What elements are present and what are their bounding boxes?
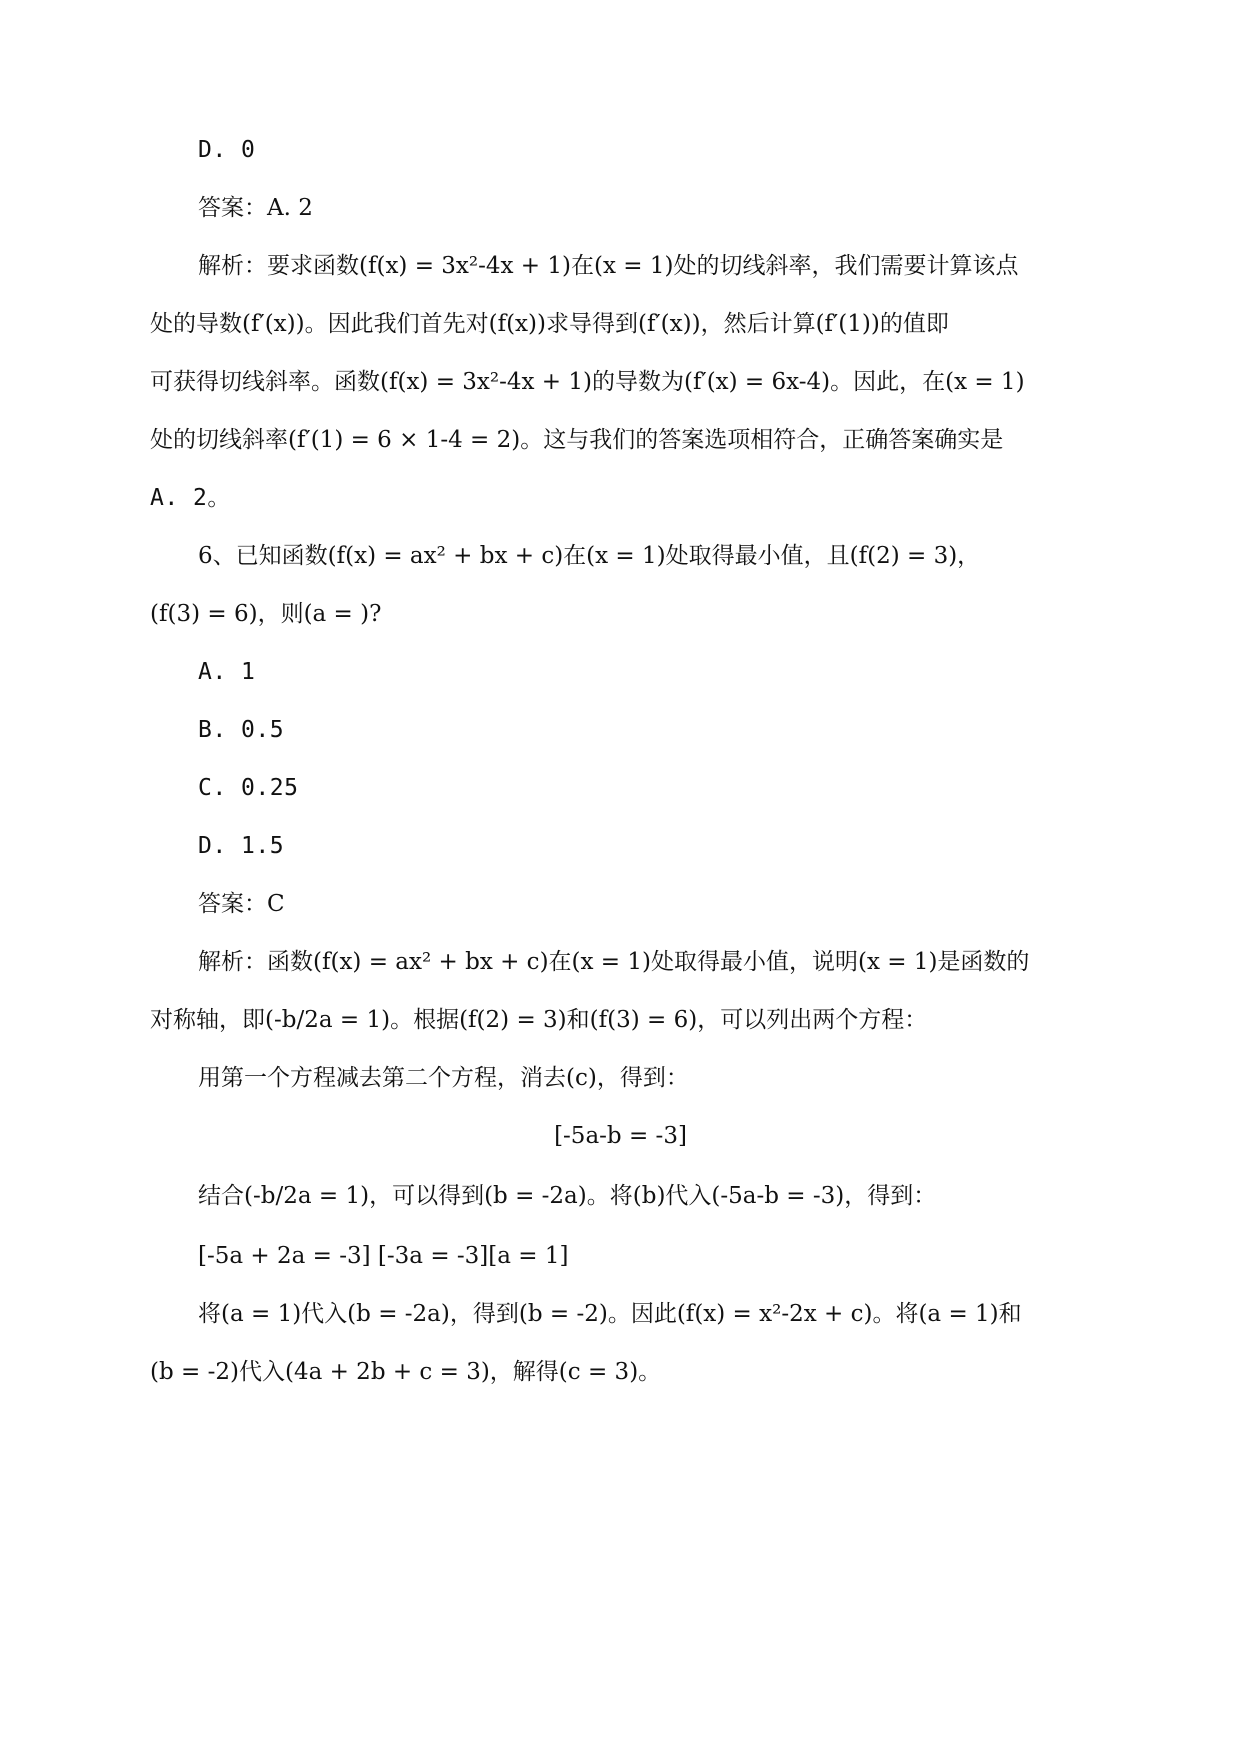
question-6-line-1: 6、已知函数(f(x) = ax² + bx + c)在(x = 1)处取得最小值，且(f(2) = 3)， xyxy=(198,543,981,569)
analysis-line-3: 可获得切线斜率。函数(f(x) = 3x²-4x + 1)的导数为(f′(x) = 6x-4)。因此，在(x = 1) xyxy=(150,369,1025,395)
analysis-line-4: 处的切线斜率(f′(1) = 6 × 1-4 = 2)。这与我们的答案选项相符合，正确答案确实是 xyxy=(150,427,1004,453)
answer-prev: 答案：A. 2 xyxy=(198,195,313,221)
analysis-6-line-7: (b = -2)代入(4a + 2b + c = 3)，解得(c = 3)。 xyxy=(150,1359,662,1385)
option-d: D. 1.5 xyxy=(198,833,285,859)
analysis-line-5: A. 2。 xyxy=(150,485,231,511)
question-6-line-2: (f(3) = 6)，则(a = )? xyxy=(150,601,382,627)
answer-6: 答案：C xyxy=(198,891,285,917)
analysis-6-line-4: 结合(-b/2a = 1)，可以得到(b = -2a)。将(b)代入(-5a-b = -3)，得到： xyxy=(198,1183,937,1209)
analysis-6-line-6: 将(a = 1)代入(b = -2a)，得到(b = -2)。因此(f(x) = x²-2x + c)。将(a = 1)和 xyxy=(198,1301,1022,1327)
analysis-6-line-3: 用第一个方程减去第二个方程，消去(c)，得到： xyxy=(198,1065,689,1091)
analysis-6-line-5: [-5a + 2a = -3] [-3a = -3][a = 1] xyxy=(198,1243,569,1269)
analysis-6-line-1: 解析：函数(f(x) = ax² + bx + c)在(x = 1)处取得最小值，说明(x = 1)是函数的 xyxy=(198,949,1030,975)
option-c: C. 0.25 xyxy=(198,775,299,801)
option-d-prev: D. 0 xyxy=(198,137,256,163)
analysis-line-2: 处的导数(f′(x))。因此我们首先对(f(x))求导得到(f′(x))，然后计算(f′(1))的值即 xyxy=(150,311,949,337)
analysis-line-1: 解析：要求函数(f(x) = 3x²-4x + 1)在(x = 1)处的切线斜率，我们需要计算该点 xyxy=(198,253,1019,279)
option-a: A. 1 xyxy=(198,659,256,685)
equation-centered: [-5a-b = -3] xyxy=(554,1123,687,1149)
analysis-6-line-2: 对称轴，即(-b/2a = 1)。根据(f(2) = 3)和(f(3) = 6)，可以列出两个方程： xyxy=(150,1007,928,1033)
option-b: B. 0.5 xyxy=(198,717,285,743)
